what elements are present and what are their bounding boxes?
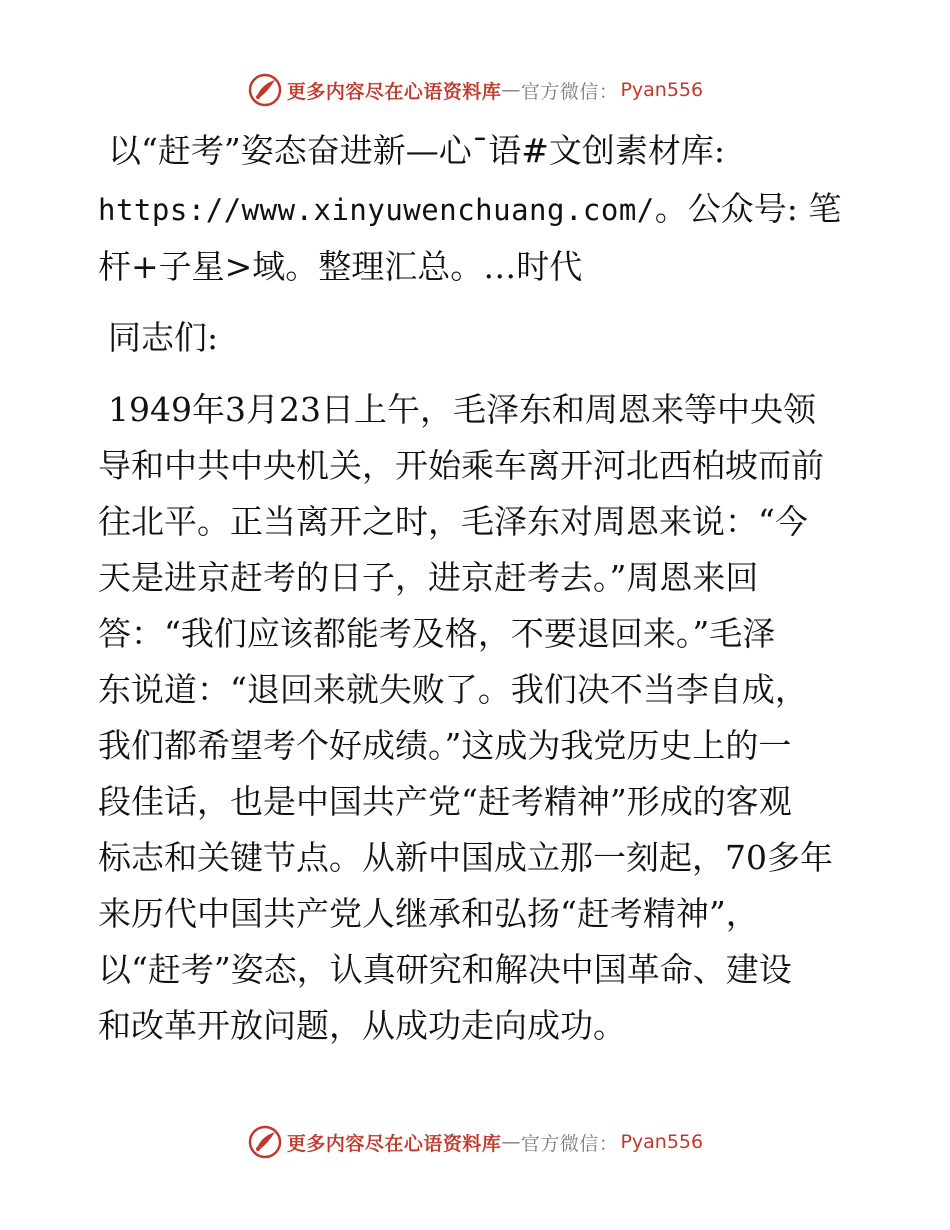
paragraph-line: 我们都希望考个好成绩。”这成为我党历史上的一 — [98, 726, 792, 765]
paragraph-line: 往北平。正当离开之时，毛泽东对周恩来说：“今 — [98, 502, 808, 541]
banner-title: 更多内容尽在心语资料库 — [286, 80, 502, 103]
paragraph-line: 东说道：“退回来就失败了。我们决不当李自成， — [98, 670, 808, 709]
banner-wechat-id: Pyan556 — [620, 1131, 704, 1153]
paragraph-line: 和改革开放问题，从成功走向成功。 — [98, 1006, 626, 1045]
paragraph-line: 导和中共中央机关，开始乘车离开河北西柏坡而前 — [98, 446, 824, 485]
brush-logo-icon — [247, 1124, 283, 1160]
salutation: 同志们: — [108, 318, 219, 357]
paragraph-line: 天是进京赶考的日子，进京赶考去。”周恩来回 — [98, 558, 759, 597]
document-body — [98, 122, 858, 1054]
footer-banner — [0, 1122, 950, 1162]
url-line — [98, 180, 858, 238]
header-tail-line: 杆+子星>域。整理汇总。…时代 — [98, 247, 583, 286]
banner-dash: — — [501, 79, 521, 101]
title-line: 以“赶考”姿态奋进新—心¯语#文创素材库: — [108, 131, 726, 170]
banner-title: 更多内容尽在心语资料库 — [286, 1132, 502, 1155]
header-banner — [0, 70, 950, 110]
paragraph-line: 段佳话，也是中国共产党“赶考精神”形成的客观 — [98, 782, 792, 821]
banner-official-label: 官方微信： — [520, 1132, 619, 1155]
banner-official-label: 官方微信： — [520, 80, 619, 103]
paragraph-line: 答：“我们应该都能考及格，不要退回来。”毛泽 — [98, 614, 776, 653]
paragraph-line: 1949年3月23日上午，毛泽东和周恩来等中央领 — [108, 390, 816, 429]
paragraph-line: 以“赶考”姿态，认真研究和解决中国革命、建设 — [98, 950, 792, 989]
banner-wechat-id: Pyan556 — [620, 79, 704, 101]
url-line-suffix: 。公众号: 笔 — [654, 189, 842, 228]
paragraph-line: 标志和关键节点。从新中国成立那一刻起，70多年 — [98, 838, 833, 877]
source-url: https://www.xinyuwenchuang.com/ — [98, 193, 655, 227]
brush-logo-icon — [247, 72, 283, 108]
paragraph-line: 来历代中国共产党人继承和弘扬“赶考精神”， — [98, 894, 759, 933]
banner-dash: — — [501, 1131, 521, 1153]
